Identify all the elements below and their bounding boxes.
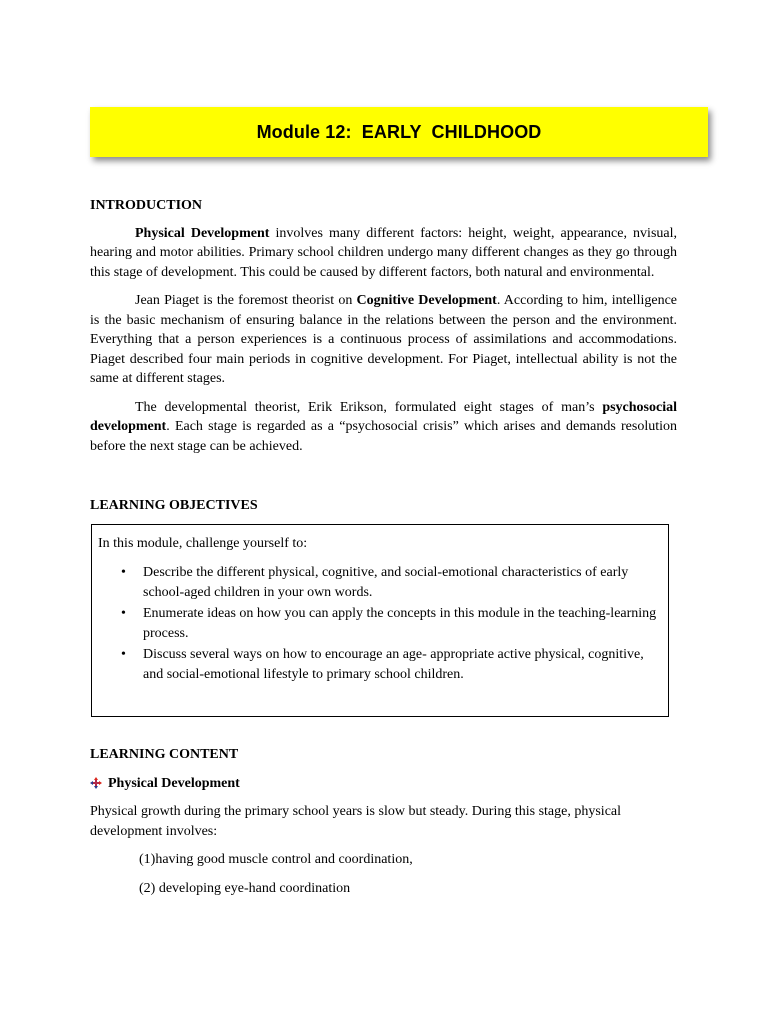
objective-item xyxy=(98,604,668,643)
introduction-paragraph xyxy=(90,291,677,389)
introduction-section xyxy=(90,224,677,457)
learning-objectives-heading: LEARNING OBJECTIVES xyxy=(90,498,258,513)
subheading-label: Physical Development xyxy=(108,775,240,791)
paragraph-text: The developmental theorist, Erik Erikson, formulated eight stages of man’s xyxy=(135,399,603,415)
paragraph-text: involves many different factors: height, weight, appearance, nvisual, hearing and motor abilities. Primary school children undergo many different changes as they go through this stage of development. This could be caused by different factors, both natural and environmental. xyxy=(90,225,677,280)
bullet: • xyxy=(121,565,126,580)
bullet: • xyxy=(121,647,126,662)
objectives-intro: In this module, challenge yourself to: xyxy=(98,535,308,551)
module-title: Module 12: EARLY CHILDHOOD xyxy=(256,121,542,142)
title-banner xyxy=(90,107,708,157)
objective-text: Enumerate ideas on how you can apply the concepts in this module in the teaching-learning process. xyxy=(143,606,657,641)
paragraph-text: . According to him, intelligence is the basic mechanism of ensuring balance in the relations between the person and the environment. Everything that a person experiences is a continuous process of assimilations and accommodations. Piaget described four main periods in cognitive development. For Piaget, intellectual ability is not the same at different stages. xyxy=(90,293,677,386)
bullet: • xyxy=(121,606,126,621)
learning-content-heading: LEARNING CONTENT xyxy=(90,747,239,762)
key-term: Cognitive Development xyxy=(356,293,497,308)
physical-growth-paragraph: Physical growth during the primary school years is slow but steady. During this stage, physical development involves: xyxy=(90,804,622,839)
objective-item xyxy=(98,645,668,684)
development-list-item: (2) developing eye-hand coordination xyxy=(139,880,351,896)
objective-text: Discuss several ways on how to encourage an age- appropriate active physical, cognitive, and social-emotional lifestyle to primary school children. xyxy=(143,647,644,682)
four-way-arrow-icon xyxy=(90,777,102,789)
introduction-paragraph xyxy=(90,224,677,283)
key-term: Physical Development xyxy=(135,225,270,241)
development-list-item: (1)having good muscle control and coordination, xyxy=(139,852,413,867)
paragraph-text: . Each stage is regarded as a “psychosocial crisis” which arises and demands resolution before the next stage can be achieved. xyxy=(90,419,677,454)
document-body xyxy=(90,196,677,907)
key-term: psychosocial development xyxy=(90,399,677,434)
paragraph-text: Jean Piaget is the foremost theorist on xyxy=(135,293,357,308)
introduction-paragraph xyxy=(90,398,677,457)
objectives-box xyxy=(91,524,669,718)
physical-development-subheading xyxy=(90,774,677,794)
objective-text: Describe the different physical, cognitive, and social-emotional characteristics of early school-aged children in your own words. xyxy=(143,565,629,600)
introduction-heading: INTRODUCTION xyxy=(90,198,203,213)
objective-item xyxy=(98,563,668,602)
objectives-list xyxy=(98,563,668,684)
